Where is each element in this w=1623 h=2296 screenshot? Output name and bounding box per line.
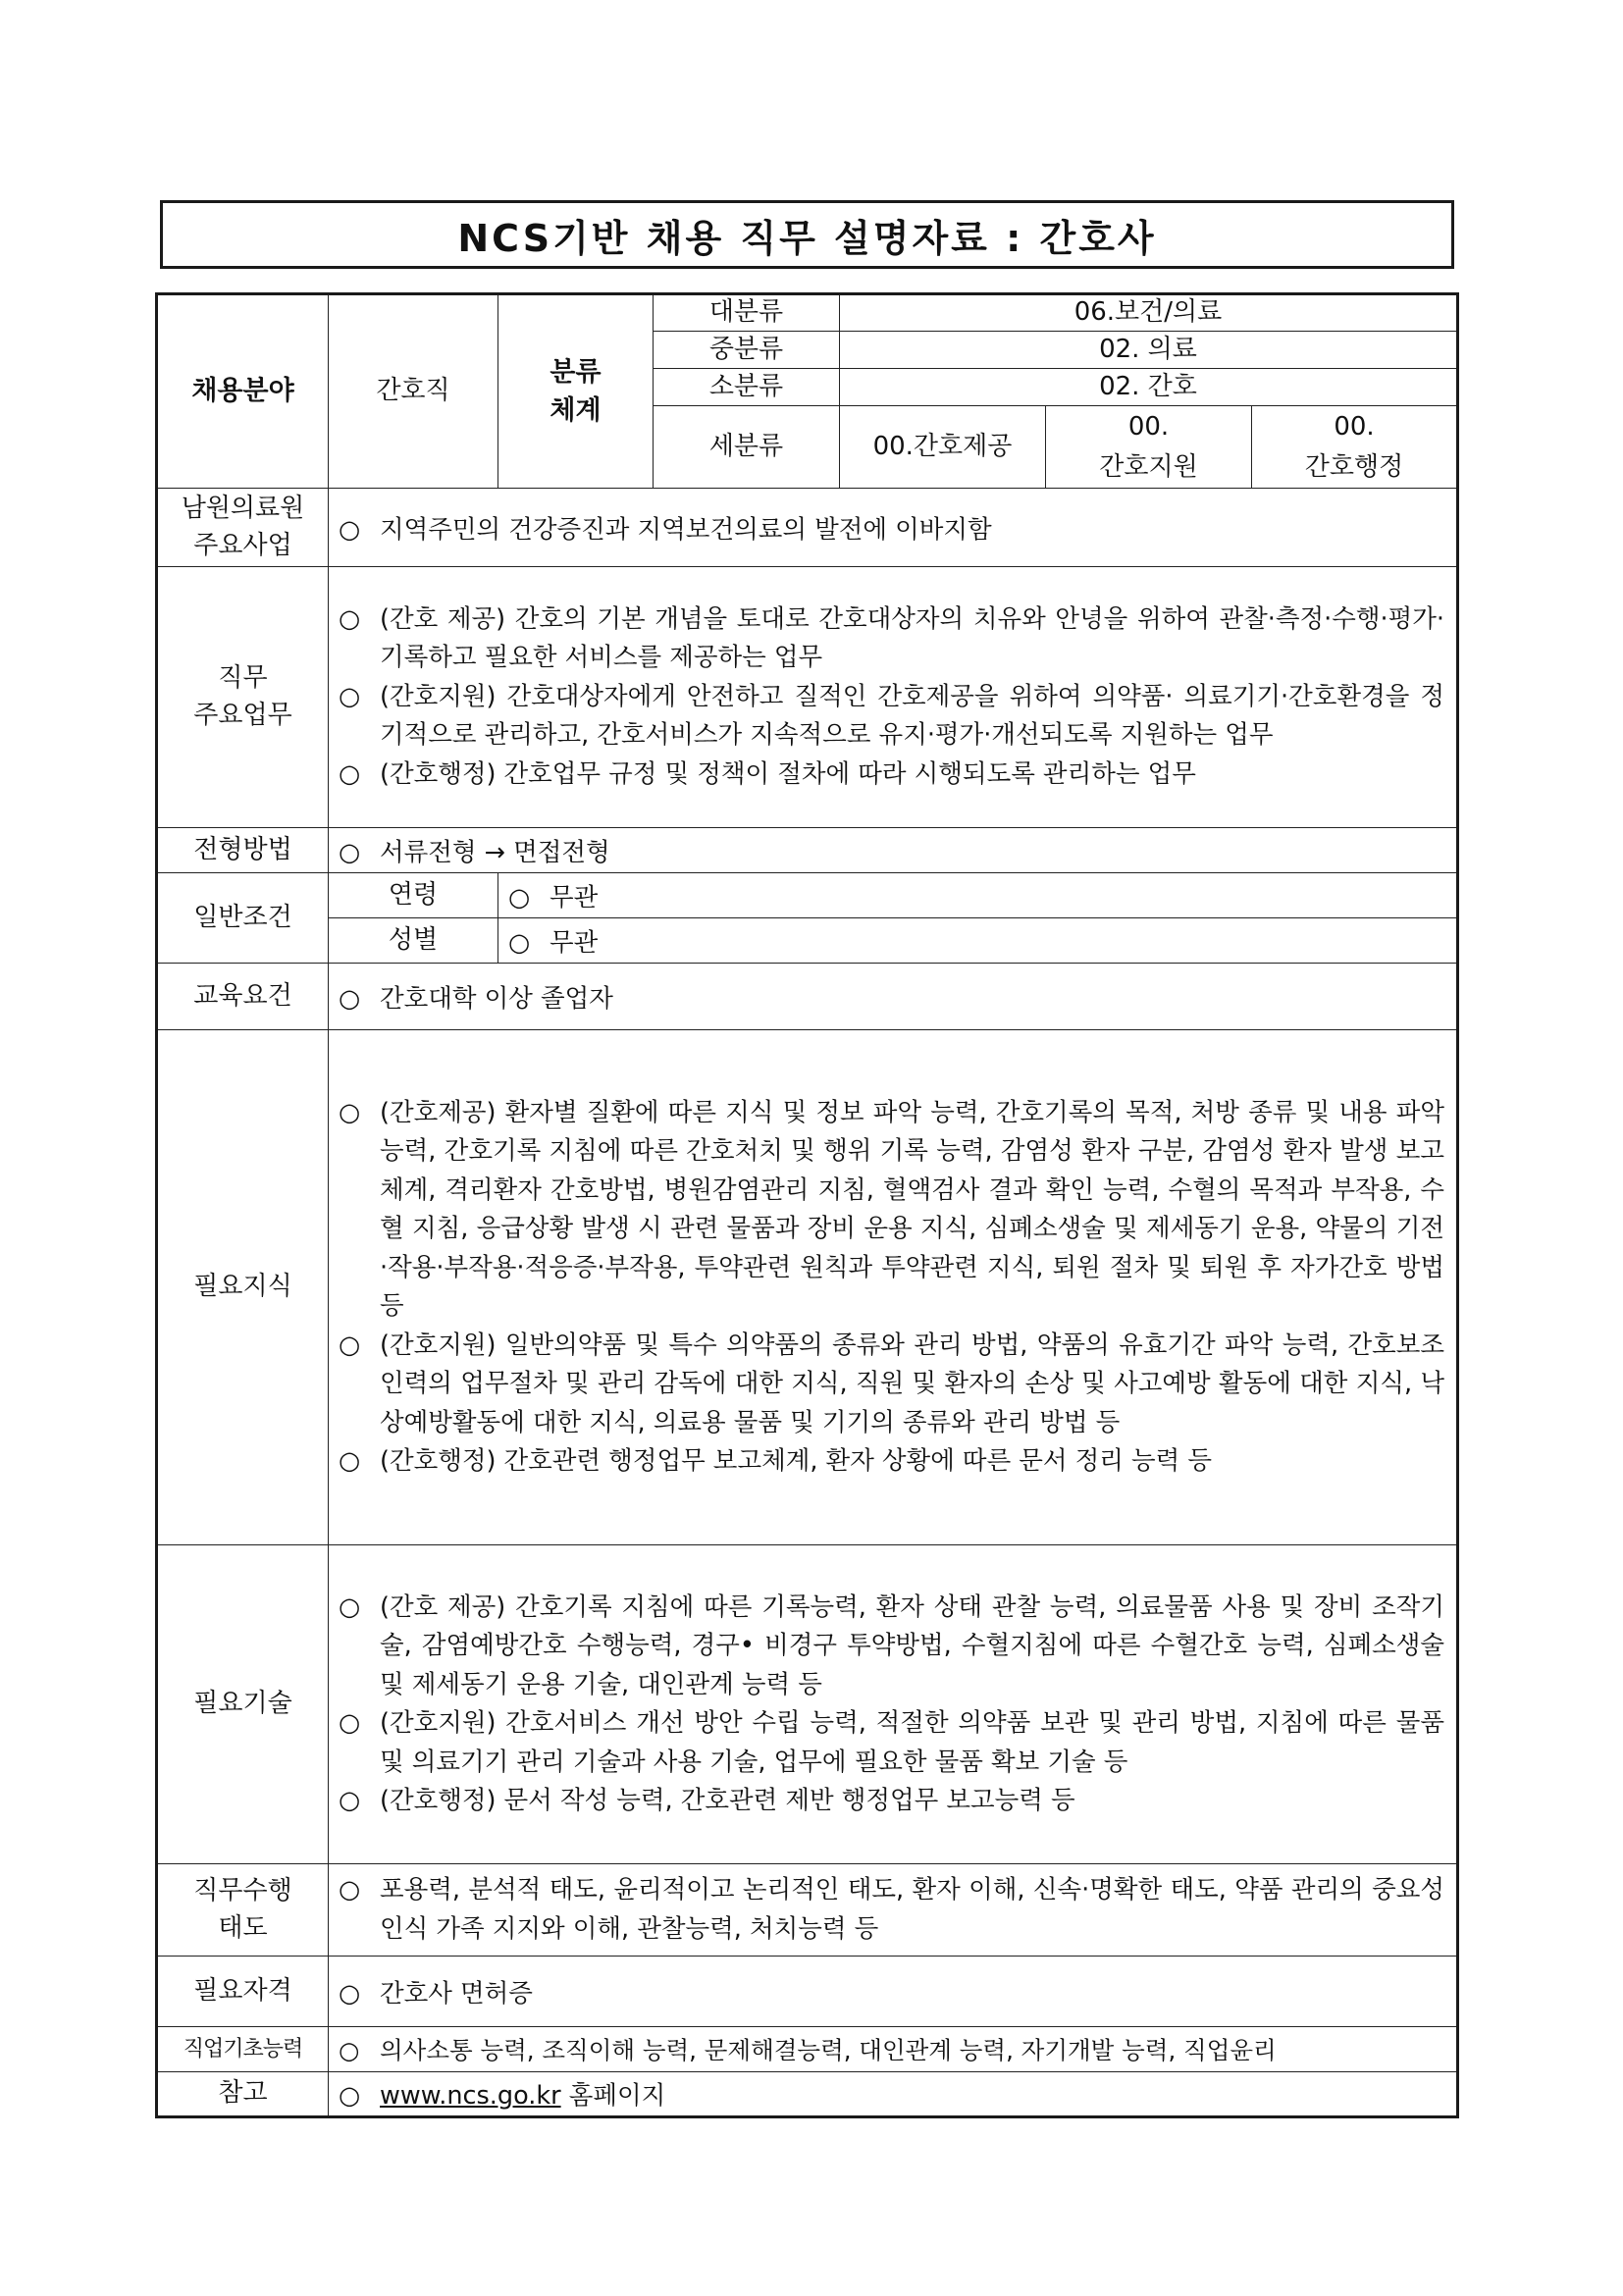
bullet-circle-icon: ○ — [339, 837, 361, 867]
bullet-circle-icon: ○ — [339, 2081, 361, 2111]
bullet-circle-icon: ○ — [339, 514, 361, 545]
bullet-circle-icon: ○ — [339, 603, 361, 634]
basic-competency-text: 의사소통 능력, 조직이해 능력, 문제해결능력, 대인관계 능력, 자기개발 능력, 직업윤리 — [380, 2036, 1277, 2064]
field-label: 채용분야 — [157, 294, 329, 489]
bullet-circle-icon: ○ — [339, 1786, 361, 1815]
selection-row — [157, 828, 1458, 873]
general-sex-row — [157, 918, 1458, 964]
bullet-circle-icon: ○ — [339, 1978, 361, 2009]
duty-item: ○ (간호 제공) 간호의 기본 개념을 토대로 간호대상자의 치유와 안녕을 위하여 관찰·측정·수행·평가·기록하고 필요한 서비스를 제공하는 업무 — [339, 600, 1444, 678]
skills-row — [157, 1545, 1458, 1864]
reference-label: 참고 — [157, 2072, 329, 2117]
selection-label: 전형방법 — [157, 828, 329, 873]
sub-value-support: 00. 간호지원 — [1046, 406, 1252, 489]
bullet-circle-icon: ○ — [339, 1330, 361, 1360]
license-row — [157, 1957, 1458, 2027]
bullet-circle-icon: ○ — [339, 1592, 361, 1622]
bullet-circle-icon: ○ — [508, 927, 531, 958]
basic-competency-row — [157, 2027, 1458, 2072]
age-label: 연령 — [329, 873, 498, 918]
education-label: 교육요건 — [157, 964, 329, 1030]
knowledge-row — [157, 1030, 1458, 1545]
duties-row — [157, 567, 1458, 828]
middle-label: 중분류 — [654, 332, 840, 369]
skill-item: ○ (간호 제공) 간호기록 지침에 따른 기록능력, 환자 상태 관찰 능력, 의료물품 사용 및 장비 조작기술, 감염예방간호 수행능력, 경구• 비경구 투약방법, 수혈지침에 따른 수혈간호 능력, 심폐소생술 및 제세동기 운용 기술, 대인관계 능력 등 — [339, 1589, 1444, 1705]
bullet-circle-icon: ○ — [339, 681, 361, 711]
sex-label: 성별 — [329, 918, 498, 964]
main-business-label: 남원의료원 주요사업 — [157, 489, 329, 567]
attitude-item: ○ 포용력, 분석적 태도, 윤리적이고 논리적인 태도, 환자 이해, 신속·명확한 태도, 약품 관리의 중요성 인식 가족 지지와 이해, 관찰능력, 처치능력 등 — [339, 1871, 1444, 1949]
classification-row-major — [157, 294, 1458, 332]
bullet-circle-icon: ○ — [339, 1875, 361, 1905]
bullet-circle-icon: ○ — [508, 882, 531, 913]
bullet-circle-icon: ○ — [339, 2036, 360, 2064]
knowledge-item: ○ (간호행정) 간호관련 행정업무 보고체계, 환자 상황에 따른 문서 정리 능력 등 — [339, 1442, 1444, 1482]
field-value: 간호직 — [329, 294, 498, 489]
sub-value-provision: 00.간호제공 — [840, 406, 1046, 489]
bullet-circle-icon: ○ — [339, 1097, 361, 1127]
document-title-box — [160, 200, 1454, 269]
document-title: NCS기반 채용 직무 설명자료 : 간호사 — [457, 216, 1157, 260]
sub-label: 세분류 — [654, 406, 840, 489]
major-value: 06.보건/의료 — [840, 294, 1458, 332]
main-business-text: 지역주민의 건강증진과 지역보건의료의 발전에 이바지함 — [380, 514, 992, 545]
reference-row — [157, 2072, 1458, 2117]
basic-competency-label: 직업기초능력 — [157, 2027, 329, 2072]
general-label: 일반조건 — [157, 873, 329, 964]
skill-item: ○ (간호지원) 간호서비스 개선 방안 수립 능력, 적절한 의약품 보관 및 관리 방법, 지침에 따른 물품 및 의료기기 관리 기술과 사용 기술, 업무에 필요한 물품 확보 기술 등 — [339, 1704, 1444, 1782]
knowledge-item: ○ (간호지원) 일반의약품 및 특수 의약품의 종류와 관리 방법, 약품의 유효기간 파악 능력, 간호보조인력의 업무절차 및 관리 감독에 대한 지식, 직원 및 환자의 손상 및 사고예방 활동에 대한 지식, 낙상예방활동에 대한 지식, 의료용 물품 및 기기의 종류와 관리 방법 등 — [339, 1327, 1444, 1443]
license-label: 필요자격 — [157, 1957, 329, 2027]
minor-label: 소분류 — [654, 369, 840, 406]
duty-item: ○ (간호행정) 간호업무 규정 및 정책이 절차에 따라 시행되도록 관리하는 업무 — [339, 756, 1444, 795]
license-text: 간호사 면허증 — [380, 1978, 533, 2009]
education-row — [157, 964, 1458, 1030]
general-age-row — [157, 873, 1458, 918]
job-description-table — [155, 292, 1459, 2118]
bullet-circle-icon: ○ — [339, 983, 361, 1014]
minor-value: 02. 간호 — [840, 369, 1458, 406]
skill-item: ○ (간호행정) 문서 작성 능력, 간호관련 제반 행정업무 보고능력 등 — [339, 1782, 1444, 1821]
attitude-label: 직무수행 태도 — [157, 1864, 329, 1957]
skills-label: 필요기술 — [157, 1545, 329, 1864]
ncs-website-link[interactable]: www.ncs.go.kr — [380, 2081, 561, 2111]
bullet-circle-icon: ○ — [339, 758, 361, 789]
main-business-row — [157, 489, 1458, 567]
duties-label: 직무 주요업무 — [157, 567, 329, 828]
attitude-row — [157, 1864, 1458, 1957]
bullet-circle-icon: ○ — [339, 1446, 361, 1476]
education-text: 간호대학 이상 졸업자 — [380, 983, 613, 1014]
reference-suffix: 홈페이지 — [560, 2081, 666, 2111]
sub-value-admin: 00. 간호행정 — [1252, 406, 1458, 489]
major-label: 대분류 — [654, 294, 840, 332]
age-value: 무관 — [550, 882, 599, 913]
duty-item: ○ (간호지원) 간호대상자에게 안전하고 질적인 간호제공을 위하여 의약품· 의료기기·간호환경을 정기적으로 관리하고, 간호서비스가 지속적으로 유지·평가·개선되도록 지원하는 업무 — [339, 678, 1444, 756]
bullet-circle-icon: ○ — [339, 1708, 361, 1738]
sex-value: 무관 — [550, 927, 599, 958]
classification-label: 분류 체계 — [498, 294, 654, 489]
knowledge-item: ○ (간호제공) 환자별 질환에 따른 지식 및 정보 파악 능력, 간호기록의 목적, 처방 종류 및 내용 파악능력, 간호기록 지침에 따른 간호처치 및 행위 기록 능력, 감염성 환자 구분, 감염성 환자 발생 보고 체계, 격리환자 간호방법, 병원감염관리 지침, 혈액검사 결과 확인 능력, 수혈의 목적과 부작용, 수혈 지침, 응급상황 발생 시 관련 물품과 장비 운용 지식, 심폐소생술 및 제세동기 운용, 약물의 기전·작용·부작용·적응증·부작용, 투약관련 원칙과 투약관련 지식, 퇴원 절차 및 퇴원 후 자가간호 방법 등 — [339, 1094, 1444, 1327]
selection-text: 서류전형 → 면접전형 — [380, 837, 610, 867]
middle-value: 02. 의료 — [840, 332, 1458, 369]
knowledge-label: 필요지식 — [157, 1030, 329, 1545]
